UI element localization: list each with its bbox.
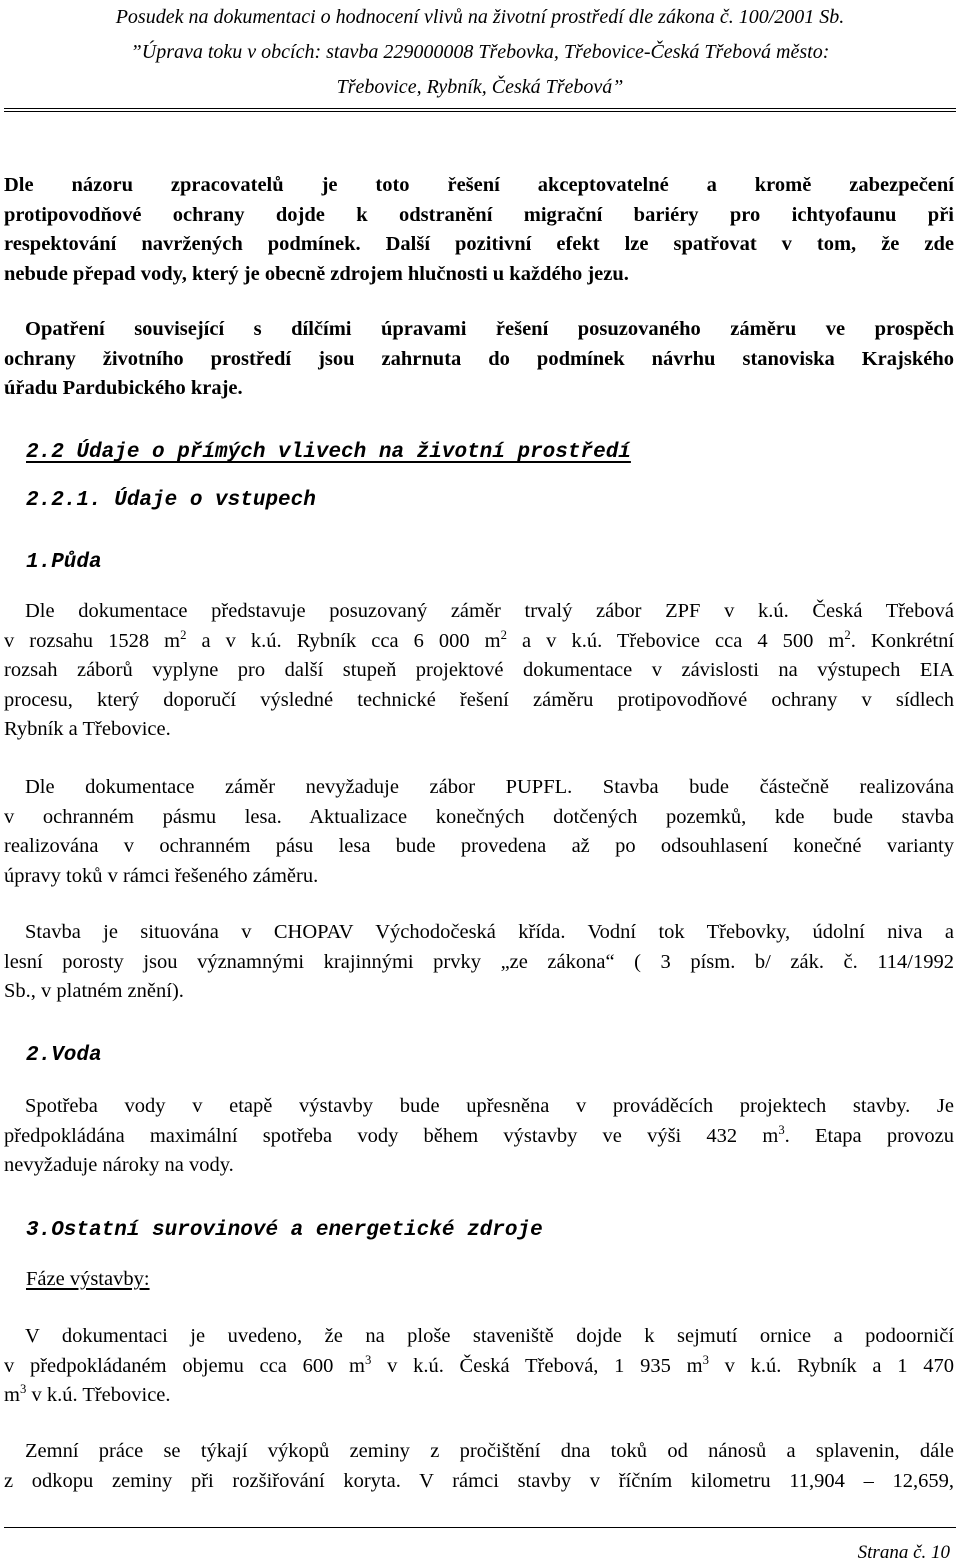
- header-line-2: ”Úprava toku v obcích: stavba 229000008 Třebovka, Třebovice-Česká Třebová město:: [130, 41, 830, 63]
- phase-heading-vystavba: Fáze výstavby:: [26, 1268, 150, 1290]
- section-heading-2-2: 2.2 Údaje o přímých vlivech na životní prostředí: [26, 441, 631, 464]
- puda-paragraph-2: Dle dokumentace záměr nevyžaduje zábor PUPFL. Stavba bude částečně realizována v ochranném pásmu lesa. Aktualizace konečných dotčených pozemků, kde bude stavba realizována v ochranném pásu lesa bude provedena až po odsouhlasení konečné varianty úpravy toků v rámci řešeného záměru.: [4, 776, 954, 887]
- item-heading-voda: 2.Voda: [26, 1044, 102, 1067]
- header-line-3: Třebovice, Rybník, Česká Třebová”: [336, 76, 624, 98]
- item-heading-puda: 1.Půda: [26, 551, 102, 574]
- conclusion-paragraph: Dle názoru zpracovatelů je toto řešení akceptovatelné a kromě zabezpečení protipovodňové ochrany dojde k odstranění migrační bariéry pro ichtyofaunu při respektování navržených podmínek. Další pozitivní efekt lze spatřovat v tom, že zde nebude přepad vody, který je obecně zdrojem hlučnosti u každého jezu.: [4, 174, 954, 285]
- puda-paragraph-3: Stavba je situována v CHOPAV Východočeská křída. Vodní tok Třebovky, údolní niva a lesní porosty jsou významnými krajinnými prvky „ze zákona“ ( 3 písm. b/ zák. č. 114/1992 Sb., v platném znění).: [4, 921, 954, 1003]
- section-heading-2-2-1: 2.2.1. Údaje o vstupech: [26, 489, 316, 512]
- puda-paragraph-1: Dle dokumentace představuje posuzovaný záměr trvalý zábor ZPF v k.ú. Česká Třebová v rozsahu 1528 $m^2$ a v k.ú. Rybník cca 6 000 $m^2$ a v k.ú. Třebovice cca 4 500 $m^2$. Konkrétní rozsah záborů vyplyne pro další stupeň projektové dokumentace v závislosti na výstupech EIA procesu, který doporučí výsledné technické řešení záměru protipovodňové ochrany v sídlech Rybník a Třebovice.: [4, 600, 955, 741]
- header-divider: [4, 108, 956, 112]
- header-line-1: Posudek na dokumentaci o hodnocení vlivů na životní prostředí dle zákona č. 100/2001 Sb.: [115, 6, 845, 28]
- zdroje-paragraph-1: V dokumentaci je uvedeno, že na ploše staveniště dojde k sejmutí ornice a podoorničí v předpokládaném objemu cca 600 $m^3$ v k.ú. Česká Třebová, 1 935 $m^3$ v k.ú. Rybník a 1 470 $m^3$ v k.ú. Třebovice.: [4, 1325, 954, 1407]
- footer-divider: [4, 1527, 956, 1528]
- page-header: [0, 0, 960, 105]
- voda-paragraph: Spotřeba vody v etapě výstavby bude upřesněna v prováděcích projektech stavby. Je předpokládána maximální spotřeba vody během výstavby ve výši 432 $m^3$. Etapa provozu nevyžaduje nároky na vody.: [4, 1095, 954, 1177]
- page-number: Strana č. 10: [857, 1542, 950, 1563]
- item-heading-ostatni-zdroje: 3.Ostatní surovinové a energetické zdroje: [26, 1219, 543, 1242]
- measures-paragraph: Opatření související s dílčími úpravami řešení posuzovaného záměru ve prospěch ochrany životního prostředí jsou zahrnuta do podmínek návrhu stanoviska Krajského úřadu Pardubického kraje.: [4, 318, 954, 400]
- zdroje-paragraph-2: Zemní práce se týkají výkopů zeminy z pročištění dna toků od nánosů a splavenin, dále z odkopu zeminy při rozšiřování koryta. V rámci stavby v říčním kilometru 11,904 – 12,659,: [4, 1440, 954, 1492]
